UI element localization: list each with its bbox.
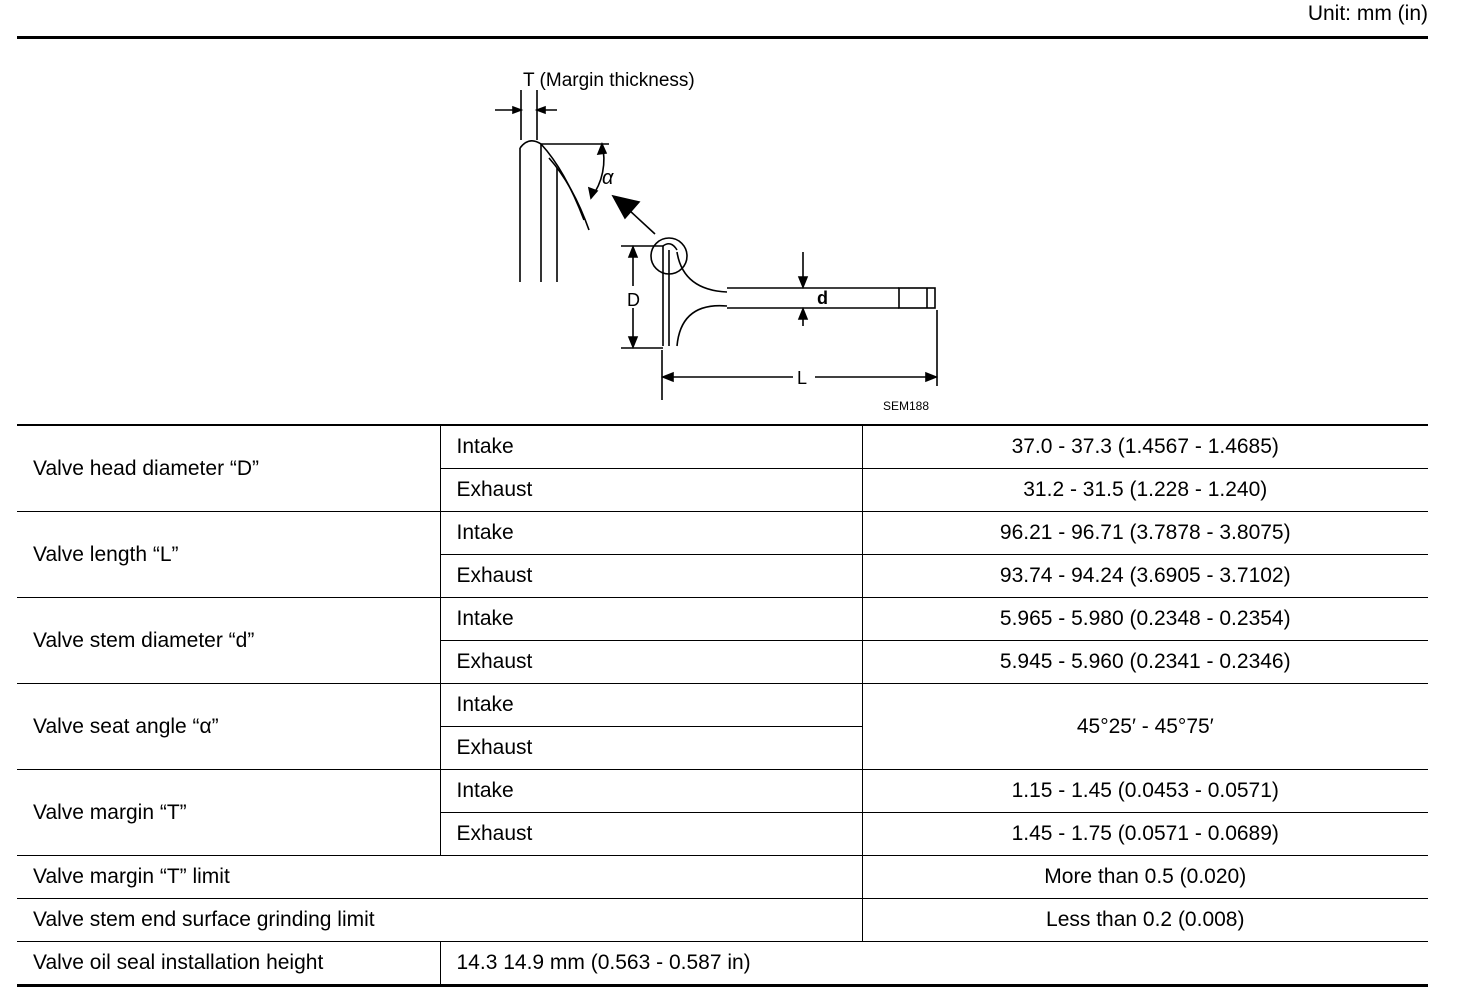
table-row bbox=[17, 899, 1428, 942]
sub-item: Exhaust bbox=[440, 555, 862, 598]
spec-value: 5.965 - 5.980 (0.2348 - 0.2354) bbox=[862, 598, 1428, 641]
sub-item: Intake bbox=[440, 425, 862, 469]
D-label: D bbox=[627, 290, 640, 310]
spec-value: 14.3 14.9 mm (0.563 - 0.587 in) bbox=[440, 942, 1428, 986]
spec-value: 5.945 - 5.960 (0.2341 - 0.2346) bbox=[862, 641, 1428, 684]
d-label: d bbox=[817, 288, 828, 308]
valve-diagram bbox=[17, 40, 1428, 424]
figure-code: SEM188 bbox=[883, 399, 930, 413]
valve-spec-table bbox=[17, 424, 1428, 987]
row-item: Valve seat angle “α” bbox=[17, 684, 440, 770]
sub-item: Exhaust bbox=[440, 727, 862, 770]
top-rule bbox=[17, 36, 1428, 39]
row-item: Valve margin “T” bbox=[17, 770, 440, 856]
sub-item: Intake bbox=[440, 770, 862, 813]
alpha-label: α bbox=[602, 167, 614, 189]
spec-value: More than 0.5 (0.020) bbox=[862, 856, 1428, 899]
spec-value: 93.74 - 94.24 (3.6905 - 3.7102) bbox=[862, 555, 1428, 598]
spec-value: 96.21 - 96.71 (3.7878 - 3.8075) bbox=[862, 512, 1428, 555]
table-row bbox=[17, 598, 1428, 641]
row-item: Valve head diameter “D” bbox=[17, 425, 440, 512]
table-row bbox=[17, 856, 1428, 899]
margin-thickness-label: T (Margin thickness) bbox=[523, 70, 695, 91]
row-item: Valve oil seal installation height bbox=[17, 942, 440, 986]
row-item: Valve stem end surface grinding limit bbox=[17, 899, 862, 942]
spec-value: 37.0 - 37.3 (1.4567 - 1.4685) bbox=[862, 425, 1428, 469]
table-row bbox=[17, 942, 1428, 986]
sub-item: Exhaust bbox=[440, 469, 862, 512]
sub-item: Intake bbox=[440, 684, 862, 727]
sub-item: Exhaust bbox=[440, 641, 862, 684]
table-row bbox=[17, 770, 1428, 813]
spec-value: Less than 0.2 (0.008) bbox=[862, 899, 1428, 942]
spec-value: 45°25′ - 45°75′ bbox=[862, 684, 1428, 770]
sub-item: Exhaust bbox=[440, 813, 862, 856]
row-item: Valve stem diameter “d” bbox=[17, 598, 440, 684]
row-item: Valve margin “T” limit bbox=[17, 856, 862, 899]
unit-label: Unit: mm (in) bbox=[1307, 2, 1428, 25]
spec-value: 31.2 - 31.5 (1.228 - 1.240) bbox=[862, 469, 1428, 512]
sub-item: Intake bbox=[440, 598, 862, 641]
table-row bbox=[17, 425, 1428, 469]
table-row bbox=[17, 684, 1428, 727]
spec-value: 1.45 - 1.75 (0.0571 - 0.0689) bbox=[862, 813, 1428, 856]
sub-item: Intake bbox=[440, 512, 862, 555]
spec-value: 1.15 - 1.45 (0.0453 - 0.0571) bbox=[862, 770, 1428, 813]
L-label: L bbox=[797, 368, 808, 388]
table-row bbox=[17, 512, 1428, 555]
row-item: Valve length “L” bbox=[17, 512, 440, 598]
